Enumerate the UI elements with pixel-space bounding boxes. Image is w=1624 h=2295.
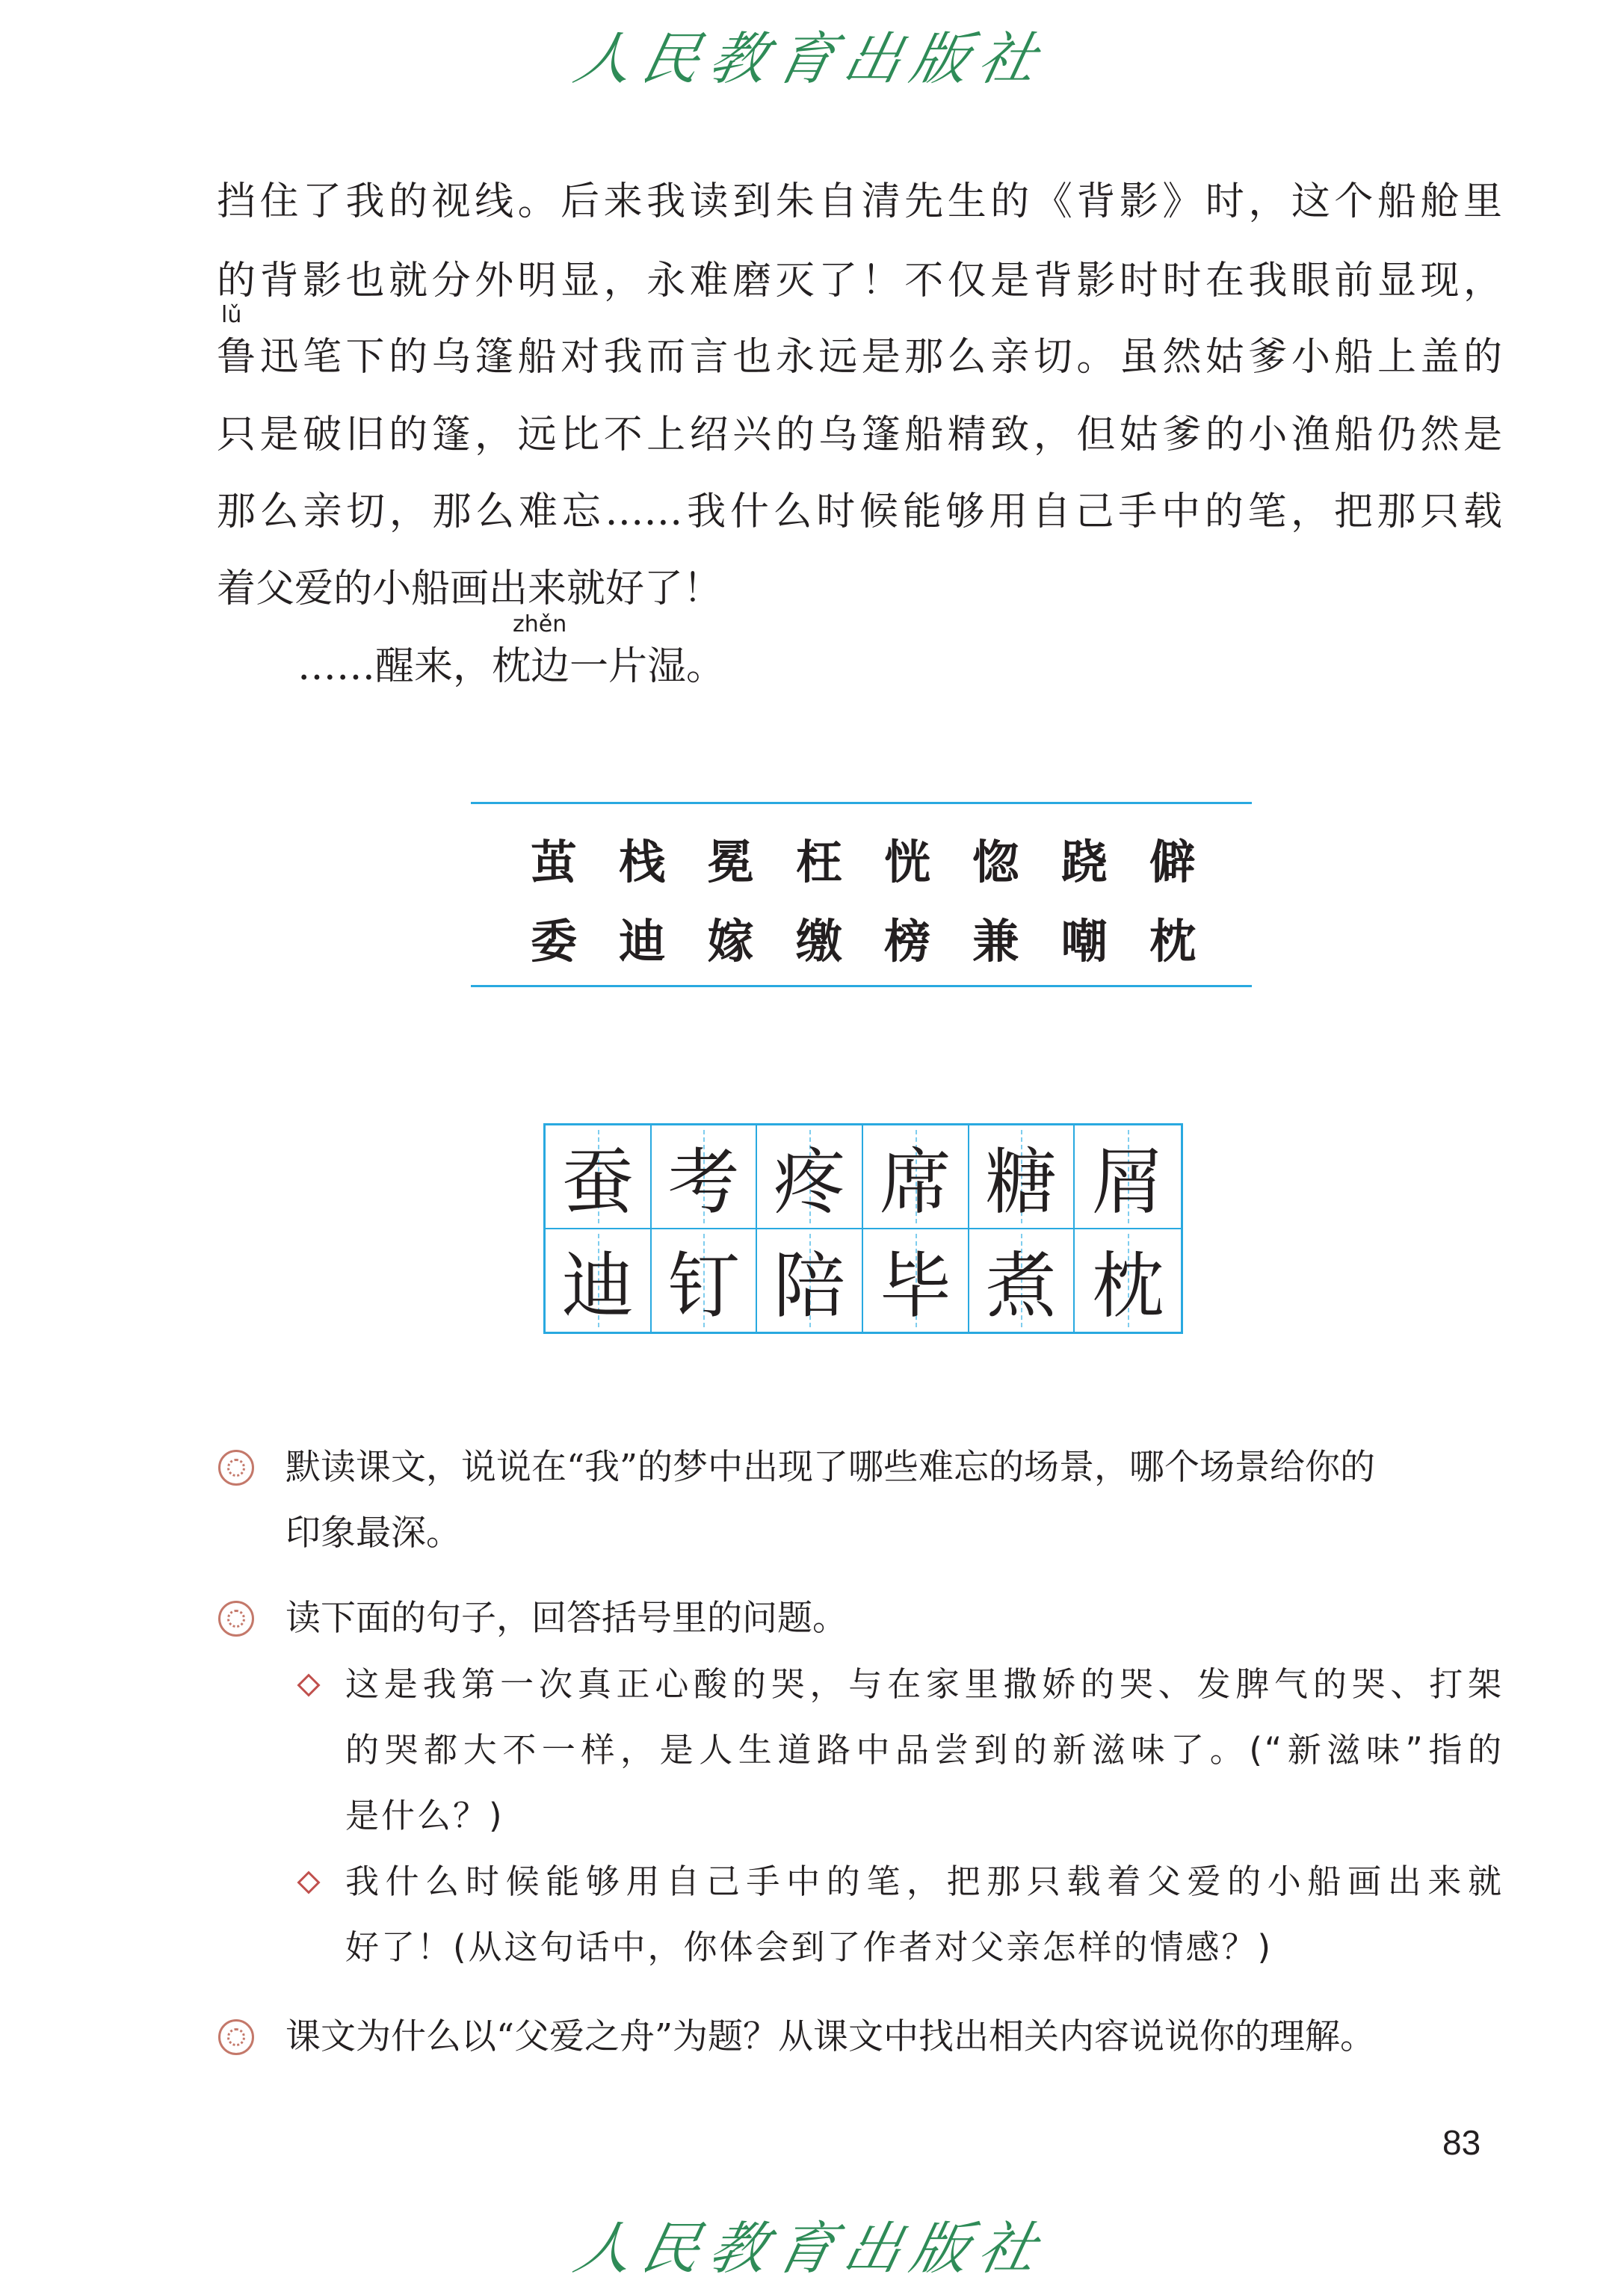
passage-line: 只是破旧的篷，远比不上绍兴的乌篷船精致，但姑爹的小渔船仍然是	[217, 413, 1502, 457]
publisher-logo-bottom: 人民教育出版社	[568, 2215, 1054, 2282]
grid-cell	[652, 1125, 758, 1229]
question-2-item-1-line: 是什么？)	[345, 1796, 504, 1835]
write-char: 毕	[879, 1244, 951, 1328]
write-char: 考	[667, 1140, 740, 1224]
write-char: 席	[879, 1140, 951, 1224]
question-seal-icon	[218, 1601, 254, 1637]
passage-line: 那么亲切，那么难忘……我什么时候能够用自己手中的笔，把那只载	[217, 489, 1502, 534]
write-char: 疼	[774, 1140, 846, 1224]
grid-cell	[969, 1125, 1075, 1229]
write-char: 迪	[561, 1244, 634, 1328]
recognize-char: 嘲	[1060, 914, 1108, 969]
grid-cell	[546, 1125, 652, 1229]
bullet-diamond-icon	[297, 1673, 320, 1696]
passage-line: 鲁迅笔下的乌篷船对我而言也永远是那么亲切。虽然姑爹小船上盖的	[217, 335, 1502, 380]
writing-grid	[543, 1123, 1183, 1334]
grid-cell	[652, 1229, 758, 1332]
write-char: 屑	[1092, 1140, 1164, 1224]
write-char: 钉	[667, 1244, 740, 1328]
write-char: 煮	[985, 1244, 1058, 1328]
grid-cell	[863, 1125, 969, 1229]
recognize-char: 嫁	[707, 914, 754, 969]
recognize-char: 委	[531, 914, 578, 969]
passage-line: 着父爱的小船画出来就好了！	[217, 566, 723, 611]
write-char: 蚕	[561, 1140, 634, 1224]
question-1-line: 印象最深。	[285, 1513, 461, 1554]
publisher-logo-top: 人民教育出版社	[568, 25, 1054, 92]
question-seal-icon	[218, 1450, 254, 1486]
recognize-row-2	[531, 904, 1196, 971]
write-char: 枕	[1092, 1244, 1164, 1328]
pinyin-annotation: zhěn	[513, 611, 567, 637]
pinyin-annotation: lǔ	[221, 302, 242, 328]
grid-cell	[969, 1229, 1075, 1332]
grid-cell	[1075, 1229, 1181, 1332]
recognize-char: 兼	[972, 914, 1019, 969]
grid-cell	[1075, 1125, 1181, 1229]
grid-cell	[757, 1229, 863, 1332]
grid-cell	[863, 1229, 969, 1332]
question-2-item-2-line: 好了！(从这句话中，你体会到了作者对父亲怎样的情感？)	[345, 1927, 1273, 1967]
question-3-text: 课文为什么以“父爱之舟”为题？从课文中找出相关内容说说你的理解。	[285, 2016, 1376, 2057]
recognize-char: 栈	[619, 835, 666, 889]
divider-top	[471, 802, 1252, 804]
passage-line: ……醒来，枕边一片湿。	[297, 644, 726, 689]
question-2-item-1-line: 的哭都大不一样，是人生道路中品尝到的新滋味了。(“新滋味”指的	[345, 1730, 1504, 1770]
passage-line: 的背影也就分外明显，永难磨灭了！不仅是背影时时在我眼前显现，	[217, 259, 1502, 303]
recognize-char: 茧	[531, 835, 578, 889]
grid-cell	[546, 1229, 652, 1332]
passage-line: 挡住了我的视线。后来我读到朱自清先生的《背影》时，这个船舱里	[217, 179, 1502, 224]
recognize-char: 冕	[707, 835, 754, 889]
question-2-text: 读下面的句子，回答括号里的问题。	[285, 1598, 847, 1639]
recognize-char: 恍	[884, 835, 931, 889]
recognize-char: 惚	[972, 835, 1019, 889]
recognize-char: 枉	[795, 835, 842, 889]
write-char: 陪	[774, 1244, 846, 1328]
recognize-char: 缴	[795, 914, 842, 969]
question-2-item-2-line: 我什么时候能够用自己手中的笔，把那只载着父爱的小船画出来就	[345, 1862, 1504, 1901]
recognize-char: 跷	[1060, 835, 1108, 889]
grid-cell	[757, 1125, 863, 1229]
recognize-char: 迪	[619, 914, 666, 969]
recognize-char: 僻	[1149, 835, 1196, 889]
recognize-char: 枕	[1149, 914, 1196, 969]
question-1-line: 默读课文，说说在“我”的梦中出现了哪些难忘的场景，哪个场景给你的	[285, 1447, 1376, 1488]
divider-bottom	[471, 985, 1252, 987]
question-seal-icon	[218, 2019, 254, 2055]
recognize-char: 榜	[884, 914, 931, 969]
bullet-diamond-icon	[297, 1871, 320, 1894]
question-2-item-1-line: 这是我第一次真正心酸的哭，与在家里撒娇的哭、发脾气的哭、打架	[345, 1664, 1504, 1704]
page-number: 83	[1442, 2123, 1481, 2162]
recognize-row-1	[531, 825, 1196, 892]
write-char: 糖	[985, 1140, 1058, 1224]
